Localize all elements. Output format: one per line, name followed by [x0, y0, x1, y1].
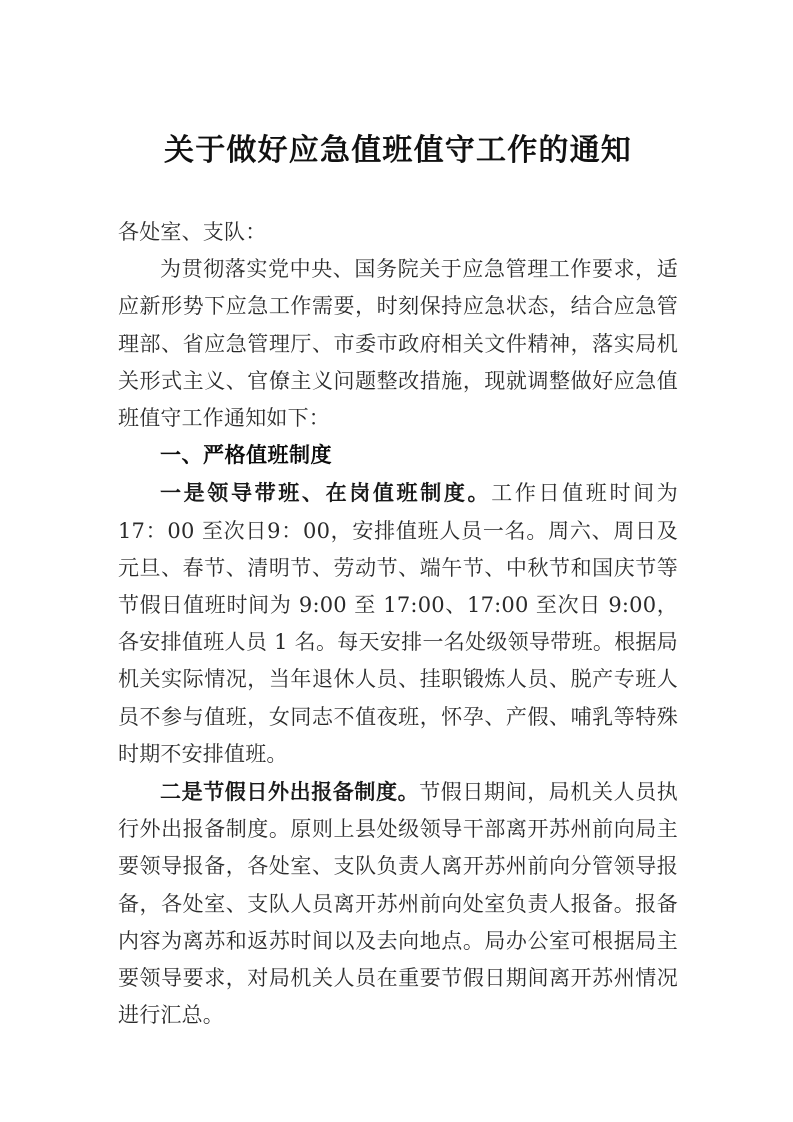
- section-item-1-lead: 一是领导带班、在岗值班制度。: [160, 480, 492, 506]
- preamble-paragraph: 为贯彻落实党中央、国务院关于应急管理工作要求，适应新形势下应急工作需要，时刻保持应急状态，结合应急管理部、省应急管理厅、市委市政府相关文件精神，落实局机关形式主义、官僚主义问题整改措施，现就调整做好应急值班值守工作通知如下：: [118, 257, 678, 431]
- section-item-1-text: 工作日值班时间为 17：00 至次日9：00，安排值班人员一名。周六、周日及元旦、春节、清明节、劳动节、端午节、中秋节和国庆节等节假日值班时间为 9:00 至 17:00、17:00 至次日 9:00，各安排值班人员 1 名。每天安排一名处级领导带班。根据局机关实际情况，当年退休人员、挂职锻炼人员、脱产专班人员不参与值班，女同志不值夜班，怀孕、产假、哺乳等特殊时期不安排值班。: [118, 481, 678, 766]
- document-content: [118, 0, 678, 1034]
- section-heading-1: 一、严格值班制度: [160, 443, 332, 468]
- page-title: 关于做好应急值班值守工作的通知: [164, 133, 632, 168]
- section-item-1: [118, 474, 678, 773]
- section-item-2-lead: 二是节假日外出报备制度。: [160, 779, 420, 805]
- section-item-2-text: 节假日期间，局机关人员执行外出报备制度。原则上县处级领导干部离开苏州前向局主要领导报备，各处室、支队负责人离开苏州前向分管领导报备，各处室、支队人员离开苏州前向处室负责人报备。报备内容为离苏和返苏时间以及去向地点。局办公室可根据局主要领导要求，对局机关人员在重要节假日期间离开苏州情况进行汇总。: [118, 780, 678, 1028]
- document-body: [118, 214, 678, 1034]
- salutation: 各处室、支队：: [118, 220, 267, 244]
- section-item-2: [118, 773, 678, 1034]
